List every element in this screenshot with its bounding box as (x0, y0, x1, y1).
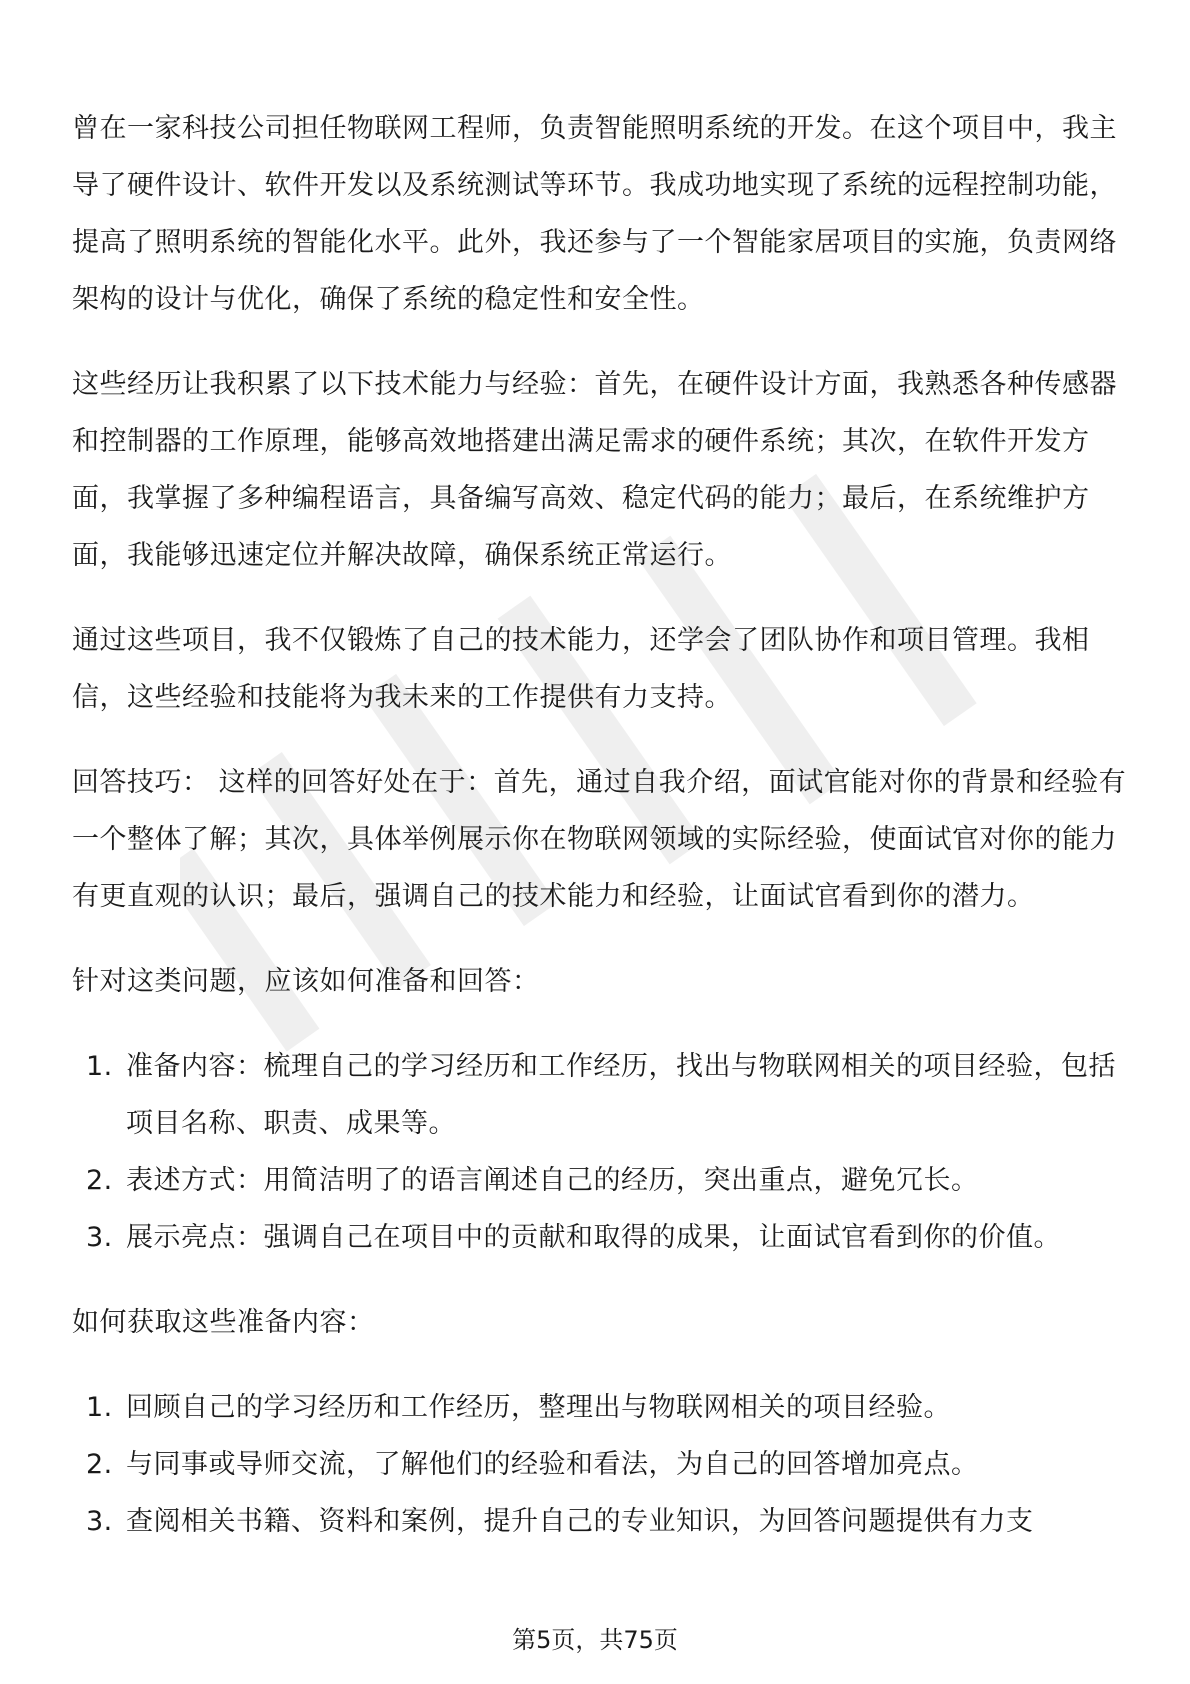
list-item (72, 1038, 1132, 1152)
list-text: 准备内容：梳理自己的学习经历和工作经历，找出与物联网相关的项目经验，包括项目名称、职责、成果等。 (126, 1051, 1116, 1139)
list-item (72, 1379, 1132, 1436)
list-item (72, 1209, 1132, 1266)
obtain-list (72, 1379, 1132, 1550)
list-number: 1. (86, 1051, 113, 1082)
prepare-intro: 针对这类问题，应该如何准备和回答： (72, 966, 540, 997)
list-text: 表述方式：用简洁明了的语言阐述自己的经历，突出重点，避免冗长。 (126, 1165, 979, 1196)
page-number-label: 第5页，共75页 (512, 1626, 678, 1654)
paragraph-summary: 通过这些项目，我不仅锻炼了自己的技术能力，还学会了团队协作和项目管理。我相信，这些经验和技能将为我未来的工作提供有力支持。 (72, 625, 1090, 713)
paragraph-tips: 回答技巧： 这样的回答好处在于：首先，通过自我介绍，面试官能对你的背景和经验有一个整体了解；其次，具体举例展示你在物联网领域的实际经验，使面试官对你的能力有更直观的认识；最后，强调自己的技术能力和经验，让面试官看到你的潜力。 (72, 767, 1127, 912)
list-text: 查阅相关书籍、资料和案例，提升自己的专业知识，为回答问题提供有力支 (126, 1506, 1034, 1537)
list-item (72, 1493, 1132, 1550)
list-text: 回顾自己的学习经历和工作经历，整理出与物联网相关的项目经验。 (126, 1392, 951, 1423)
list-text: 展示亮点：强调自己在项目中的贡献和取得的成果，让面试官看到你的价值。 (126, 1222, 1061, 1253)
paragraph-experience: 曾在一家科技公司担任物联网工程师，负责智能照明系统的开发。在这个项目中，我主导了硬件设计、软件开发以及系统测试等环节。我成功地实现了系统的远程控制功能，提高了照明系统的智能化水平。此外，我还参与了一个智能家居项目的实施，负责网络架构的设计与优化，确保了系统的稳定性和安全性。 (72, 113, 1117, 315)
document-page (72, 100, 1132, 1578)
list-number: 1. (86, 1392, 113, 1423)
prepare-list (72, 1038, 1132, 1266)
list-number: 3. (86, 1222, 113, 1253)
list-number: 2. (86, 1165, 113, 1196)
page-footer (0, 1625, 1190, 1655)
list-item (72, 1152, 1132, 1209)
list-item (72, 1436, 1132, 1493)
obtain-intro: 如何获取这些准备内容： (72, 1307, 375, 1338)
list-number: 2. (86, 1449, 113, 1480)
list-text: 与同事或导师交流，了解他们的经验和看法，为自己的回答增加亮点。 (126, 1449, 979, 1480)
paragraph-skills: 这些经历让我积累了以下技术能力与经验：首先，在硬件设计方面，我熟悉各种传感器和控制器的工作原理，能够高效地搭建出满足需求的硬件系统；其次，在软件开发方面，我掌握了多种编程语言，具备编写高效、稳定代码的能力；最后，在系统维护方面，我能够迅速定位并解决故障，确保系统正常运行。 (72, 369, 1117, 571)
list-number: 3. (86, 1506, 113, 1537)
